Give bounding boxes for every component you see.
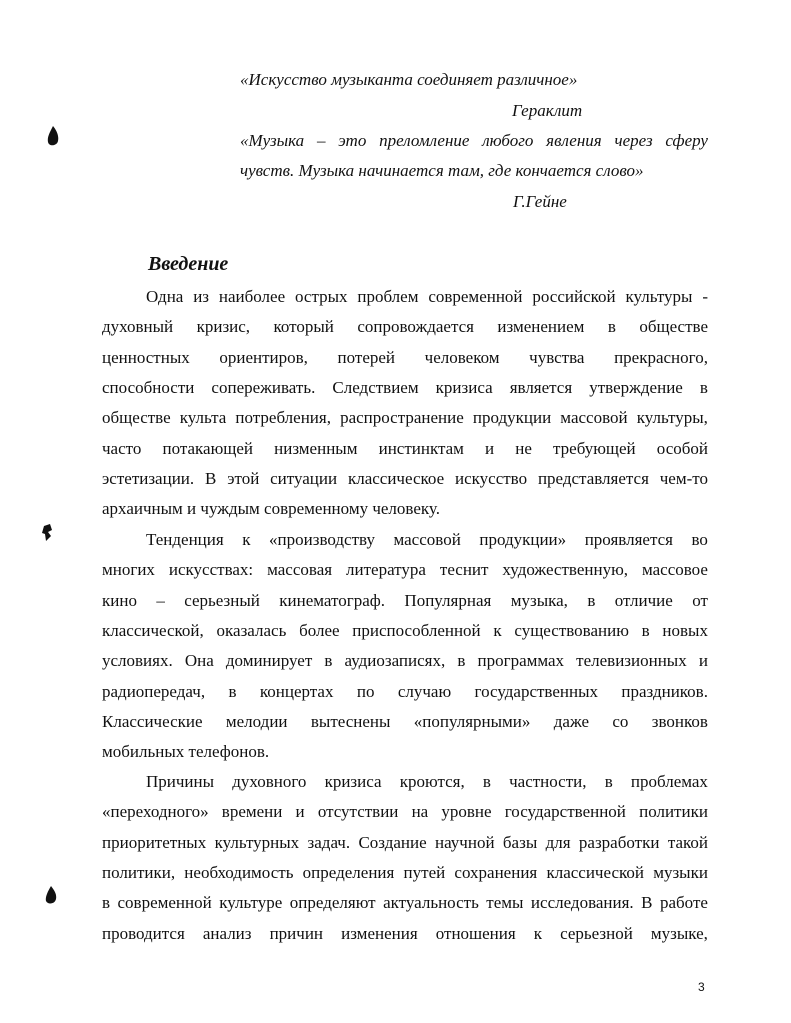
word: потребления, xyxy=(235,408,331,428)
word: – xyxy=(316,131,326,150)
word: требующей xyxy=(553,438,636,458)
word: оказалась xyxy=(216,621,287,641)
word: государственной xyxy=(504,802,626,822)
word: «переходного» xyxy=(102,802,209,822)
word: актуальность xyxy=(383,893,479,913)
word: изменения xyxy=(341,923,418,943)
paragraph-1-line-2 xyxy=(102,317,708,337)
word: массовой xyxy=(393,530,461,549)
epigraph-quote-2-line-1 xyxy=(240,131,708,151)
word: российской xyxy=(532,287,616,306)
word: и xyxy=(295,802,305,822)
word: духовного xyxy=(232,772,307,791)
word: к xyxy=(533,923,543,943)
word: научной xyxy=(435,832,495,852)
paragraph-1-line-6 xyxy=(102,439,708,459)
word: кинематограф. xyxy=(279,590,386,610)
paragraph-2-line-4 xyxy=(102,621,708,641)
word: классической xyxy=(546,863,644,883)
word: проводится xyxy=(102,923,185,943)
word: в xyxy=(457,651,466,671)
word: кризиса xyxy=(324,772,382,791)
word: серьезной xyxy=(560,923,633,943)
word: любого xyxy=(482,131,534,150)
word: и xyxy=(485,438,495,458)
word: разработки xyxy=(578,832,660,852)
word: Популярная xyxy=(404,590,492,610)
word: задач. xyxy=(307,832,351,852)
word: приоритетных xyxy=(102,832,207,852)
word: такой xyxy=(667,832,708,852)
word: эстетизации. xyxy=(102,469,195,489)
paragraph-1-line-5 xyxy=(102,408,708,428)
epigraph-quote-2-line-2: чувств. Музыка начинается там, где кончается слово» xyxy=(240,161,644,180)
word: культа xyxy=(179,408,227,428)
word: потакающей xyxy=(162,438,254,458)
word: кроются, xyxy=(399,772,465,791)
word: радиопередач, xyxy=(102,681,206,701)
word: частности, xyxy=(509,772,587,791)
paragraph-3-line-4 xyxy=(102,863,708,883)
word: кино xyxy=(102,590,137,610)
word: концертах xyxy=(259,681,334,701)
word: острых xyxy=(294,287,348,306)
word: В xyxy=(205,469,217,489)
word: Она xyxy=(184,651,214,671)
word: классическое xyxy=(347,469,445,489)
word: в xyxy=(607,317,616,337)
word: «популярными» xyxy=(413,712,531,732)
word: представляется xyxy=(537,469,649,489)
epigraph-quote-1: «Искусство музыканта соединяет различное» xyxy=(240,70,578,89)
word: современной xyxy=(117,893,212,913)
word: политики xyxy=(639,802,708,822)
word: потерей xyxy=(337,347,396,367)
word: более xyxy=(299,621,340,641)
word: прекрасного, xyxy=(614,347,708,367)
word: путей xyxy=(403,863,446,883)
word: массовое xyxy=(641,560,708,580)
word: наиболее xyxy=(218,287,286,306)
word: программах xyxy=(477,651,565,671)
word: теснит xyxy=(439,560,489,580)
word: культурных xyxy=(214,832,300,852)
word: вытеснены xyxy=(310,712,391,732)
word: - xyxy=(702,287,708,306)
word: ориентиров, xyxy=(219,347,308,367)
paragraph-2-line-1 xyxy=(146,530,708,550)
word: праздников. xyxy=(621,681,708,701)
word: утверждение xyxy=(589,378,683,398)
word: отношения xyxy=(435,923,516,943)
margin-mark-icon xyxy=(40,524,54,542)
word: работе xyxy=(659,893,708,913)
paragraph-2-line-2 xyxy=(102,560,708,580)
word: современной xyxy=(428,287,523,306)
paragraph-1-line-3 xyxy=(102,348,708,368)
word: даже xyxy=(553,712,590,732)
word: определяют xyxy=(289,893,376,913)
word: человеком xyxy=(424,347,500,367)
word: это xyxy=(338,131,367,150)
word: явления xyxy=(546,131,602,150)
word: обществе xyxy=(639,317,708,337)
word: через xyxy=(614,131,653,150)
word: чем-то xyxy=(659,469,708,489)
word: от xyxy=(692,590,708,610)
word: обществе xyxy=(102,408,171,428)
paragraph-3-line-6 xyxy=(102,924,708,944)
paragraph-3-line-5 xyxy=(102,893,708,913)
word: во xyxy=(691,530,708,549)
word: новых xyxy=(662,621,708,641)
word: часто xyxy=(102,438,142,458)
word: в xyxy=(641,621,650,641)
word: в xyxy=(324,651,333,671)
margin-mark-icon xyxy=(46,126,60,148)
paragraph-3-line-3 xyxy=(102,833,708,853)
word: массовая xyxy=(267,560,333,580)
paragraph-1-line-7 xyxy=(102,469,708,489)
word: распространение xyxy=(340,408,464,428)
word: изменением xyxy=(497,317,585,337)
word: серьезный xyxy=(184,590,260,610)
word: исследования. xyxy=(530,893,634,913)
word: Тенденция xyxy=(146,530,224,549)
word: низменным xyxy=(274,438,358,458)
word: на xyxy=(411,802,429,822)
word: культуре xyxy=(219,893,283,913)
word: сопереживать. xyxy=(211,378,316,398)
word: отсутствии xyxy=(317,802,399,822)
word: Создание xyxy=(358,832,427,852)
paragraph-3-line-2 xyxy=(102,802,708,822)
word: музыке, xyxy=(650,923,708,943)
word: чувства xyxy=(529,347,585,367)
word: в xyxy=(699,378,708,398)
word: музыка, xyxy=(510,590,568,610)
word: Одна xyxy=(146,287,184,306)
paragraph-1-line-8: архаичным и чуждым современному человеку. xyxy=(102,499,440,519)
word: искусство xyxy=(455,469,528,489)
word: в xyxy=(102,893,111,913)
word: не xyxy=(515,438,532,458)
paragraph-2-line-6 xyxy=(102,682,708,702)
paragraph-1-line-4 xyxy=(102,378,708,398)
word: культуры xyxy=(625,287,693,306)
word: проблем xyxy=(357,287,419,306)
paragraph-2-line-8: мобильных телефонов. xyxy=(102,742,270,762)
word: искусствах: xyxy=(168,560,254,580)
word: способности xyxy=(102,378,195,398)
word: необходимость xyxy=(184,863,294,883)
word: инстинктам xyxy=(378,438,464,458)
word: классической, xyxy=(102,621,204,641)
word: к xyxy=(242,530,251,549)
word: который xyxy=(273,317,334,337)
word: со xyxy=(612,712,629,732)
word: сохранения xyxy=(454,863,538,883)
word: в xyxy=(482,772,491,791)
epigraph-author-2: Г.Гейне xyxy=(513,192,567,211)
word: причин xyxy=(269,923,324,943)
word: существованию xyxy=(514,621,629,641)
word: и xyxy=(698,651,708,671)
paragraph-2-line-3 xyxy=(102,591,708,611)
word: доминирует xyxy=(225,651,313,671)
word: анализ xyxy=(202,923,252,943)
word: мелодии xyxy=(225,712,288,732)
word: к xyxy=(493,621,502,641)
word: по xyxy=(356,681,375,701)
word: темы xyxy=(486,893,524,913)
word: духовный xyxy=(102,317,174,337)
word: телевизионных xyxy=(576,651,687,671)
word: из xyxy=(193,287,210,306)
word: музыки xyxy=(653,863,708,883)
word: приспособленной xyxy=(352,621,481,641)
word: времени xyxy=(221,802,283,822)
word: в xyxy=(587,590,596,610)
word: культуры, xyxy=(636,408,708,428)
word: политики, xyxy=(102,863,176,883)
word: массовой xyxy=(560,408,628,428)
word: в xyxy=(228,681,237,701)
word: звонков xyxy=(651,712,708,732)
word: сферу xyxy=(665,131,708,150)
word: уровне xyxy=(441,802,492,822)
word: определения xyxy=(302,863,395,883)
paragraph-2-line-5 xyxy=(102,651,708,671)
word: – xyxy=(156,590,165,610)
word: для xyxy=(545,832,571,852)
word: в xyxy=(604,772,613,791)
word: кризис, xyxy=(196,317,251,337)
word: этой xyxy=(227,469,260,489)
epigraph-author-1: Гераклит xyxy=(512,101,583,120)
word: аудиозаписях, xyxy=(344,651,446,671)
word: проявляется xyxy=(584,530,673,549)
word: ситуации xyxy=(270,469,338,489)
word: Следствием xyxy=(332,378,419,398)
paragraph-3-line-1 xyxy=(146,772,708,792)
word: литература xyxy=(346,560,426,580)
word: является xyxy=(509,378,573,398)
paragraph-1-line-1 xyxy=(146,287,708,307)
word: сопровождается xyxy=(357,317,474,337)
word: базы xyxy=(502,832,538,852)
word: Причины xyxy=(146,772,215,791)
section-heading: Введение xyxy=(148,253,229,275)
word: продукции xyxy=(472,408,552,428)
word: отличие xyxy=(614,590,673,610)
word: «Музыка xyxy=(240,131,305,150)
margin-mark-icon xyxy=(44,886,58,906)
word: многих xyxy=(102,560,155,580)
paragraph-2-line-7 xyxy=(102,712,708,732)
word: «производству xyxy=(269,530,375,549)
word: Классические xyxy=(102,712,203,732)
word: государственных xyxy=(474,681,599,701)
word: случаю xyxy=(397,681,452,701)
word: особой xyxy=(656,438,708,458)
word: ценностных xyxy=(102,347,190,367)
word: преломление xyxy=(379,131,470,150)
word: художественную, xyxy=(502,560,629,580)
word: продукции» xyxy=(479,530,567,549)
word: В xyxy=(641,893,653,913)
page-number: 3 xyxy=(698,980,705,994)
word: условиях. xyxy=(102,651,173,671)
word: кризиса xyxy=(435,378,493,398)
word: проблемах xyxy=(630,772,708,791)
